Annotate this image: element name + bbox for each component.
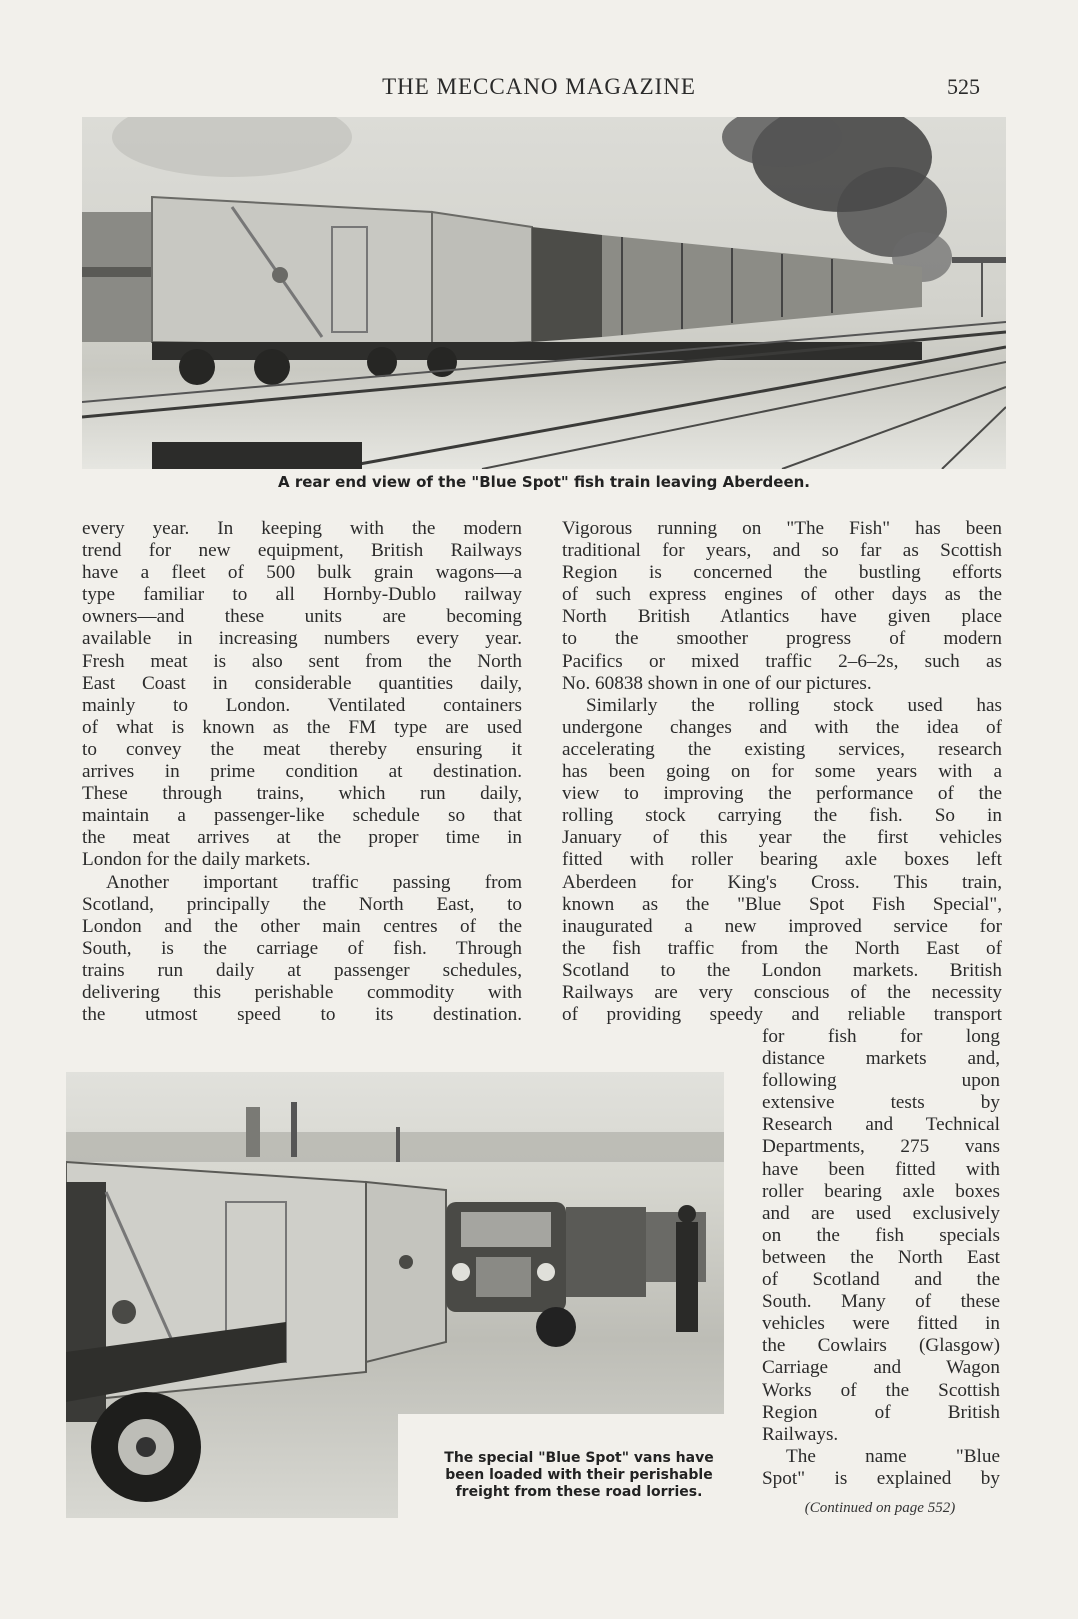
text-line: Railways. — [762, 1423, 839, 1445]
continued-note: (Continued on page 552) — [804, 1500, 956, 1516]
text-line: Carriage and Wagon — [762, 1357, 1000, 1379]
column-left — [82, 518, 522, 1026]
magazine-title: THE MECCANO MAGAZINE — [382, 74, 696, 99]
text-line: accelerating the existing services, research — [562, 738, 1002, 760]
text-line: Fresh meat is also sent from the North — [82, 650, 522, 672]
caption-line: The special "Blue Spot" vans have — [444, 1450, 714, 1466]
text-line: for fish for long — [762, 1026, 1000, 1047]
text-line: between the North East — [762, 1246, 1000, 1268]
text-line: These through trains, which run daily, — [82, 783, 522, 805]
text-line: of such express engines of other days as the — [562, 584, 1002, 606]
text-line: South. Many of these — [762, 1291, 1000, 1313]
text-line: every year. In keeping with the modern — [82, 518, 522, 539]
text-line: of Scotland and the — [762, 1269, 1000, 1291]
text-line: the utmost speed to its destination. — [82, 1004, 522, 1026]
column-right — [562, 518, 1002, 1026]
text-line: Aberdeen for King's Cross. This train, — [562, 871, 1002, 893]
text-line: Research and Technical — [762, 1114, 1000, 1136]
caption-line: freight from these road lorries. — [455, 1484, 703, 1500]
text-line: following upon — [762, 1070, 1000, 1092]
photo-fish-train-rear — [82, 117, 1006, 469]
text-line: Works of the Scottish — [762, 1379, 1000, 1401]
page-number: 525 — [947, 74, 980, 99]
text-line: trains run daily at passenger schedules, — [82, 959, 522, 981]
text-line: have been fitted with — [762, 1158, 1000, 1180]
text-line: maintain a passenger-like schedule so that — [82, 805, 522, 827]
text-line: roller bearing axle boxes — [762, 1180, 1000, 1202]
text-line: and are used exclusively — [762, 1202, 1000, 1224]
photo-caption — [428, 1450, 730, 1501]
page-header — [0, 74, 1078, 104]
text-line: North British Atlantics have given place — [562, 606, 1002, 628]
text-line: of providing speedy and reliable transport — [562, 1004, 1002, 1026]
text-line: delivering this perishable commodity with — [82, 981, 522, 1003]
text-line: East Coast in considerable quantities daily, — [82, 672, 522, 694]
text-line: mainly to London. Ventilated containers — [82, 694, 522, 716]
text-line: known as the "Blue Spot Fish Special", — [562, 893, 1002, 915]
text-line: London and the other main centres of the — [82, 915, 522, 937]
text-line: traditional for years, and so far as Scottish — [562, 540, 1002, 562]
text-line: vehicles were fitted in — [762, 1313, 1000, 1335]
text-line: fitted with roller bearing axle boxes left — [562, 849, 1002, 871]
text-line: the meat arrives at the proper time in — [82, 827, 522, 849]
text-line: Pacifics or mixed traffic 2–6–2s, such as — [562, 650, 1002, 672]
text-line: Vigorous running on "The Fish" has been — [562, 518, 1002, 539]
text-line: Another important traffic passing from — [106, 871, 522, 893]
text-line: Railways are very conscious of the necessity — [562, 981, 1002, 1003]
photo-caption: A rear end view of the "Blue Spot" fish train leaving Aberdeen. — [278, 473, 810, 491]
text-line: Scotland, principally the North East, to — [82, 893, 522, 915]
text-line: Departments, 275 vans — [762, 1136, 1000, 1158]
text-line: type familiar to all Hornby-Dublo railway — [82, 584, 522, 606]
text-line: undergone changes and with the idea of — [562, 716, 1002, 738]
text-line: South, is the carriage of fish. Through — [82, 937, 522, 959]
text-line: extensive tests by — [762, 1092, 1000, 1114]
text-line: has been going on for some years with a — [562, 761, 1002, 783]
caption-line: been loaded with their perishable — [445, 1467, 713, 1483]
text-line: London for the daily markets. — [82, 849, 311, 871]
text-line: No. 60838 shown in one of our pictures. — [562, 672, 872, 694]
text-line: arrives in prime condition at destination. — [82, 761, 522, 783]
text-line: the fish traffic from the North East of — [562, 937, 1002, 959]
text-line: Spot" is explained by — [762, 1467, 1000, 1489]
text-line: The name "Blue — [786, 1445, 1000, 1467]
text-line: Scotland to the London markets. British — [562, 959, 1002, 981]
text-line: owners—and these units are becoming — [82, 606, 522, 628]
text-line: to the smoother progress of modern — [562, 628, 1002, 650]
text-line: Region of British — [762, 1401, 1000, 1423]
text-line: inaugurated a new improved service for — [562, 915, 1002, 937]
text-line: of what is known as the FM type are used — [82, 716, 522, 738]
column-narrow — [762, 1026, 1000, 1490]
text-line: have a fleet of 500 bulk grain wagons—a — [82, 562, 522, 584]
text-line: available in increasing numbers every year. — [82, 628, 522, 650]
text-line: on the fish specials — [762, 1224, 1000, 1246]
text-line: distance markets and, — [762, 1048, 1000, 1070]
text-line: to convey the meat thereby ensuring it — [82, 738, 522, 760]
text-line: rolling stock carrying the fish. So in — [562, 805, 1002, 827]
text-line: Region is concerned the bustling efforts — [562, 562, 1002, 584]
text-line: Similarly the rolling stock used has — [586, 694, 1002, 716]
text-line: the Cowlairs (Glasgow) — [762, 1335, 1000, 1357]
text-line: January of this year the first vehicles — [562, 827, 1002, 849]
text-line: trend for new equipment, British Railways — [82, 540, 522, 562]
text-line: view to improving the performance of the — [562, 783, 1002, 805]
